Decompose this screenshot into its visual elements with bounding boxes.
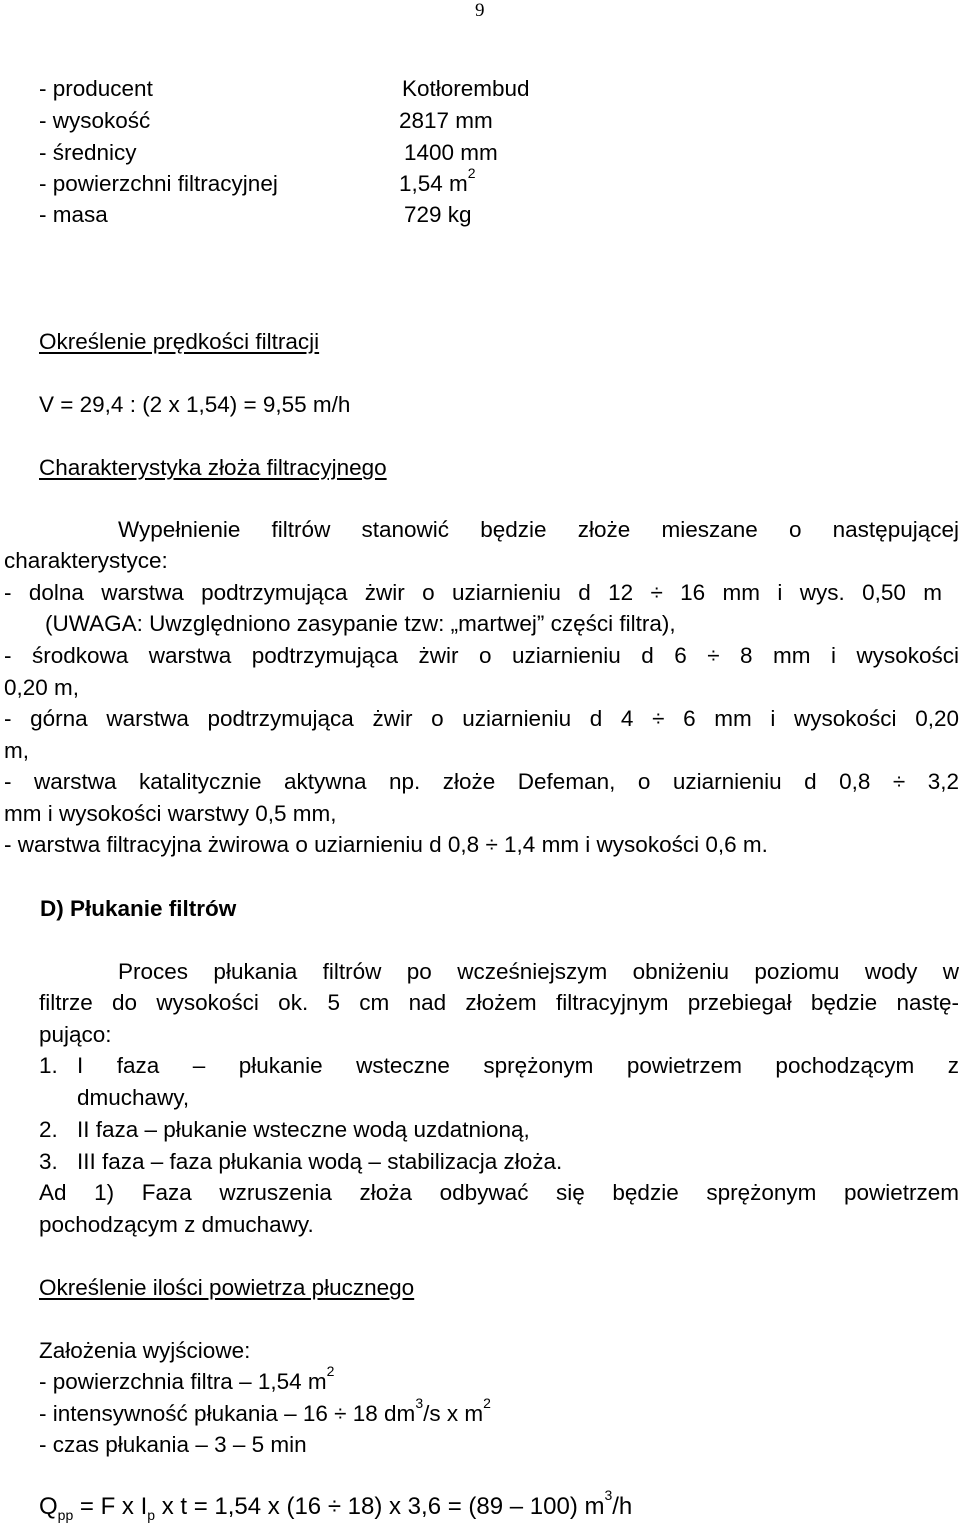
list-item: III faza – faza płukania wodą – stabilizacja złoża.	[77, 1149, 563, 1174]
assumption-intensity: - intensywność płukania – 16 ÷ 18 $dm^3/s$ x $m^2$	[39, 1395, 491, 1426]
text-line: m,	[4, 738, 29, 763]
spec-label: - masa	[39, 202, 108, 227]
heading-bed-characteristics: Charakterystyka złoża filtracyjnego	[39, 455, 387, 480]
list-number: 3.	[39, 1149, 58, 1174]
page-number: 9	[475, 0, 485, 21]
text-line: - warstwa katalitycznie aktywna np. złoże Defeman, o uziarnieniu d 0,8 ÷ 3,2	[4, 769, 959, 794]
heading-air-amount: Określenie ilości powietrza płucznego	[39, 1275, 415, 1300]
list-item-cont: dmuchawy,	[77, 1085, 190, 1110]
text-line: filtrze do wysokości ok. 5 cm nad złożem filtracyjnym przebiegał będzie nastę-	[39, 990, 959, 1015]
text-line: - warstwa filtracyjna żwirowa o uziarnieniu d 0,8 ÷ 1,4 mm i wysokości 0,6 m.	[4, 832, 768, 857]
assumption-time: - czas płukania – 3 – 5 min	[39, 1432, 307, 1457]
text-line: pująco:	[39, 1022, 112, 1047]
spec-value: 2817 mm	[399, 108, 493, 133]
text-line: Wypełnienie filtrów stanowić będzie złoże mieszane o następującej	[118, 517, 959, 542]
text-line: - dolna warstwa podtrzymująca żwir o uziarnieniu d 12 ÷ 16 mm i wys. 0,50 m	[4, 580, 942, 605]
heading-filtration-speed: Określenie prędkości filtracji	[39, 329, 320, 354]
spec-value: 1400 mm	[404, 140, 498, 165]
section-heading-d: D) Płukanie filtrów	[40, 896, 237, 921]
formula-q: $Q_{pp} = F$ x $I_p$ x t = 1,54 x (16 ÷ 18) x 3,6 = (89 – 100) $m^3/h$	[39, 1487, 633, 1523]
text-line: Proces płukania filtrów po wcześniejszym obniżeniu poziomu wody w	[118, 959, 959, 984]
assumptions-title: Założenia wyjściowe:	[39, 1338, 251, 1363]
spec-label: - wysokość	[39, 108, 151, 133]
text-line: 0,20 m,	[4, 675, 80, 700]
spec-value: 1,54 $m^2$	[399, 165, 476, 196]
spec-label: - producent	[39, 76, 153, 101]
list-number: 1.	[39, 1053, 58, 1078]
list-number: 2.	[39, 1117, 58, 1142]
ad1-line: pochodzącym z dmuchawy.	[39, 1212, 314, 1237]
text-line: - górna warstwa podtrzymująca żwir o uziarnieniu d 4 ÷ 6 mm i wysokości 0,20	[4, 706, 959, 731]
text-line: - środkowa warstwa podtrzymująca żwir o uziarnieniu d 6 ÷ 8 mm i wysokości	[4, 643, 959, 668]
formula-v: V = 29,4 : (2 x 1,54) = 9,55 m/h	[39, 392, 351, 417]
spec-label: - średnicy	[39, 140, 137, 165]
text-line: (UWAGA: Uwzględniono zasypanie tzw: „martwej” części filtra),	[45, 611, 676, 636]
spec-label: - powierzchni filtracyjnej	[39, 171, 278, 196]
spec-value: 729 kg	[404, 202, 472, 227]
spec-value: Kotłorembud	[402, 76, 530, 101]
list-item: II faza – płukanie wsteczne wodą uzdatnioną,	[77, 1117, 530, 1142]
assumption-area: - powierzchnia filtra – 1,54 $m^2$	[39, 1363, 335, 1394]
text-line: charakterystyce:	[4, 548, 168, 573]
list-item: I faza – płukanie wsteczne sprężonym powietrzem pochodzącym z	[77, 1053, 959, 1078]
ad1-line: Ad 1) Faza wzruszenia złoża odbywać się będzie sprężonym powietrzem	[39, 1180, 959, 1205]
text-line: mm i wysokości warstwy 0,5 mm,	[4, 801, 337, 826]
